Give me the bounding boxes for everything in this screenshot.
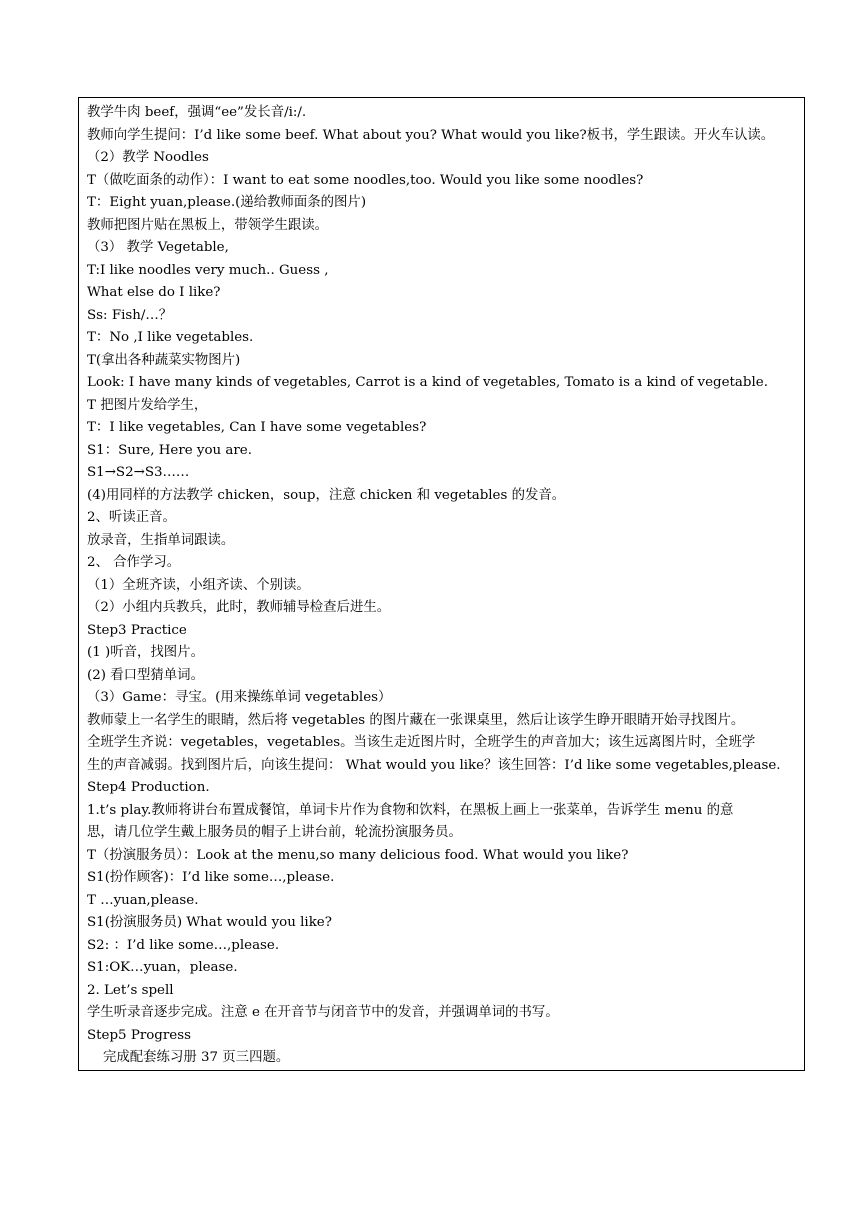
text-line: S1(扮演服务员) What would you like? [87, 915, 332, 930]
text-line: What else do I like? [87, 285, 221, 300]
text-line: 教学牛肉 beef，强调“ee”发长音/i:/. [87, 105, 307, 120]
text-line: T …yuan,please. [87, 892, 199, 908]
text-line: （2）教学 Noodles [87, 150, 209, 165]
text-line: 教师向学生提问：I’d like some beef. What about you? What would you like?板书，学生跟读。开火车认读。 [87, 127, 775, 143]
text-line: S1→S2→S3…… [87, 465, 190, 480]
text-line: 生的声音减弱。找到图片后，向该生提问： What would you like？该生回答：I’d like some vegetables,please. [87, 757, 781, 773]
text-line: T（扮演服务员）：Look at the menu,so many delicious food. What would you like? [87, 847, 629, 863]
text-line: T（做吃面条的动作）：I want to eat some noodles,too. Would you like some noodles? [87, 172, 644, 188]
text-line: 2、听读正音。 [87, 510, 176, 525]
text-line: S1：Sure, Here you are. [87, 442, 252, 458]
text-line: Ss: Fish/…？ [87, 307, 173, 323]
text-line: T：No ,I like vegetables. [87, 330, 254, 345]
text-line: 完成配套练习册 37 页三四题。 [103, 1050, 290, 1065]
text-line: T 把图片发给学生， [87, 397, 208, 413]
text-line: 全班学生齐说：vegetables，vegetables。当该生走近图片时，全班学生的声音加大；该生远离图片时，全班学 [87, 735, 756, 750]
text-line: S1(扮作顾客)：I’d like some…,please. [87, 870, 335, 885]
text-line: 学生听录音逐步完成。注意 e 在开音节与闭音节中的发音，并强调单词的书写。 [87, 1005, 559, 1020]
text-line: 放录音，生指单词跟读。 [87, 532, 235, 548]
text-line: (1 )听音，找图片。 [87, 645, 204, 660]
text-line: 思，请几位学生戴上服务员的帽子上讲台前，轮流扮演服务员。 [87, 825, 462, 840]
text-line: T:I like noodles very much.. Guess , [87, 262, 329, 278]
text-line: （3）Game：寻宝。(用来操练单词 vegetables） [87, 690, 392, 705]
text-line: （1）全班齐读，小组齐读、个别读。 [87, 577, 310, 593]
text-line: Look: I have many kinds of vegetables, Carrot is a kind of vegetables, Tomato is a kind of vegetable. [87, 375, 768, 390]
text-line: 教师蒙上一名学生的眼睛，然后将 vegetables 的图片藏在一张课桌里，然后让该学生睁开眼睛开始寻找图片。 [87, 712, 745, 728]
text-line: S1:OK…yuan，please. [87, 960, 238, 975]
text-line: 1.t’s play.教师将讲台布置成餐馆，单词卡片作为食物和饮料，在黑板上画上一张菜单，告诉学生 menu 的意 [87, 802, 734, 818]
section-heading: Step3 Practice [87, 622, 187, 638]
text-line: T：I like vegetables, Can I have some vegetables? [87, 420, 427, 435]
section-heading: Step4 Production. [87, 780, 210, 795]
text-line: (2) 看口型猜单词。 [87, 667, 204, 683]
lesson-plan-table-cell [78, 97, 805, 1071]
section-heading: Step5 Progress [87, 1027, 191, 1043]
text-line: T：Eight yuan,please.(递给教师面条的图片) [87, 195, 367, 210]
text-line: S2: ：I’d like some…,please. [87, 937, 280, 953]
text-line: 2. Let’s spell [87, 982, 174, 998]
text-line: （3） 教学 Vegetable, [87, 240, 229, 255]
text-line: 2、 合作学习。 [87, 555, 181, 570]
text-line: (4)用同样的方法教学 chicken，soup，注意 chicken 和 vegetables 的发音。 [87, 487, 566, 503]
text-line: 教师把图片贴在黑板上，带领学生跟读。 [87, 217, 329, 233]
text-line: T(拿出各种蔬菜实物图片) [87, 352, 241, 368]
text-line: （2）小组内兵教兵，此时，教师辅导检查后进生。 [87, 600, 391, 615]
